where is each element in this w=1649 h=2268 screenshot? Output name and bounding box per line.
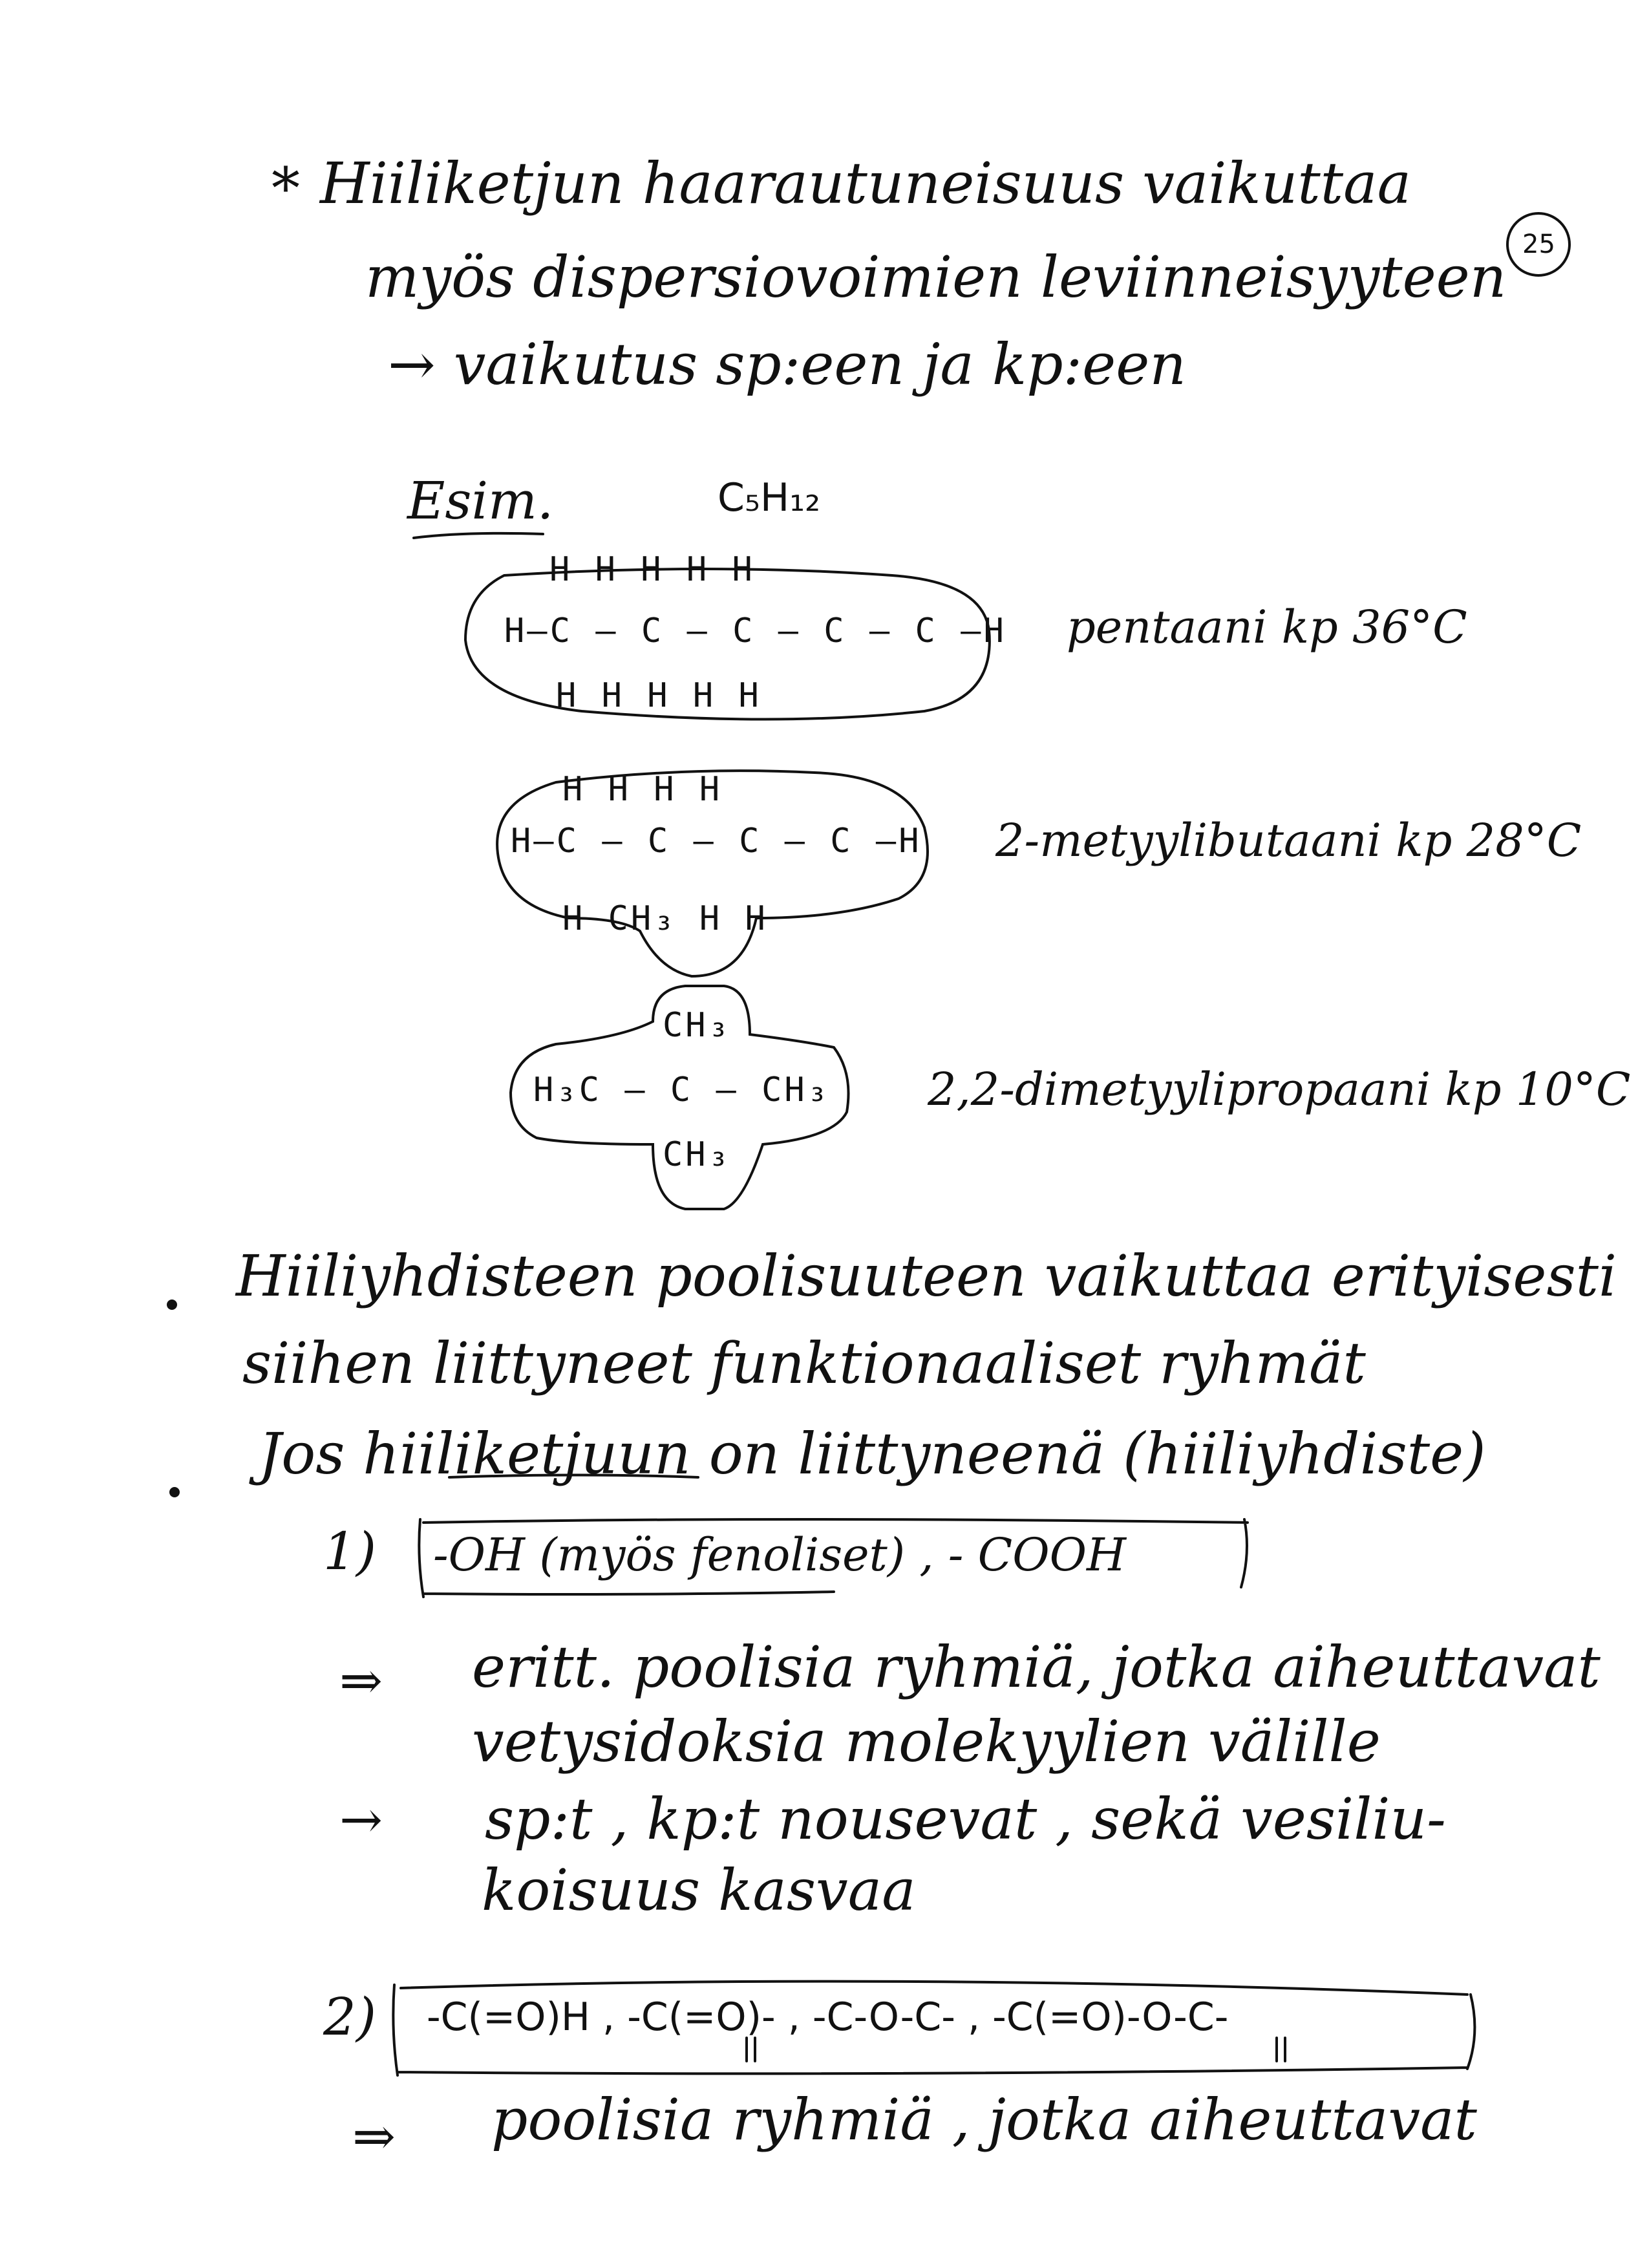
item-1-box-text: -OH (myös fenoliset) , - COOH (433, 1528, 1127, 1581)
pentaani-chain: H–C – C – C – C – C –H (504, 612, 1006, 650)
item-2-number: 2) (323, 1987, 377, 2047)
item-1-a-arrow: ⇒ (339, 1651, 383, 1711)
metyylibutaani-caption: 2-metyylibutaani kp 28°C (995, 814, 1582, 867)
dimetyylipropaani-chain: H₃C – C – CH₃ (533, 1071, 830, 1109)
intro-line-2: myös dispersiovoimien leviinneisyyteen (365, 244, 1507, 310)
item-1-a-line-2: vetysidoksia molekyylien välille (472, 1708, 1381, 1775)
bullet-1-line-1: Hiiliyhdisteen poolisuuteen vaikuttaa erityisesti (236, 1243, 1617, 1309)
pentaani-top-h: H H H H H (549, 550, 755, 589)
metyylibutaani-chain: H–C – C – C – C –H (511, 822, 922, 861)
example-formula: C₅H₁₂ (718, 475, 821, 520)
item-2-box-text: -C(=O)H , -C(=O)- , -C-O-C- , -C(=O)-O-C- (427, 1995, 1229, 2040)
pentaani-bottom-h: H H H H H (556, 676, 761, 715)
item-2-arrow: ⇒ (352, 2106, 396, 2166)
item-1-b-line-2: koisuus kasvaa (482, 1857, 916, 1923)
star-bullet: * (271, 155, 300, 222)
item-1-a-line-1: eritt. poolisia ryhmiä, jotka aiheuttavat (472, 1634, 1601, 1700)
page-number: 25 (1522, 230, 1555, 259)
example-label: Esim. (407, 471, 554, 531)
dimetyylipropaani-top: CH₃ (663, 1006, 731, 1045)
item-2-line-1: poolisia ryhmiä , jotka aiheuttavat (491, 2086, 1477, 2153)
intro-line-3: → vaikutus sp:een ja kp:een (388, 331, 1187, 398)
bullet-2-line-1: Jos hiiliketjuun on liittyneenä (hiiliyhdiste) (259, 1420, 1486, 1487)
pentaani-caption: pentaani kp 36°C (1067, 601, 1467, 654)
dimetyylipropaani-bottom: CH₃ (663, 1135, 731, 1174)
item-1-b-line-1: sp:t , kp:t nousevat , sekä vesiliu- (485, 1786, 1446, 1852)
item-1-number: 1) (323, 1521, 377, 1581)
intro-line-1: Hiiliketjun haarautuneisuus vaikuttaa (320, 150, 1412, 217)
metyylibutaani-bottom: H CH₃ H H (562, 899, 768, 938)
bullet-2 (169, 1487, 180, 1497)
dimetyylipropaani-caption: 2,2-dimetyylipropaani kp 10°C (928, 1063, 1631, 1116)
bullet-1 (167, 1300, 177, 1310)
metyylibutaani-top-h: H H H H (562, 770, 723, 809)
item-1-b-arrow: → (339, 1790, 383, 1850)
esim-underline (414, 533, 543, 538)
bullet-1-line-2: siihen liittyneet funktionaaliset ryhmät (242, 1330, 1366, 1396)
